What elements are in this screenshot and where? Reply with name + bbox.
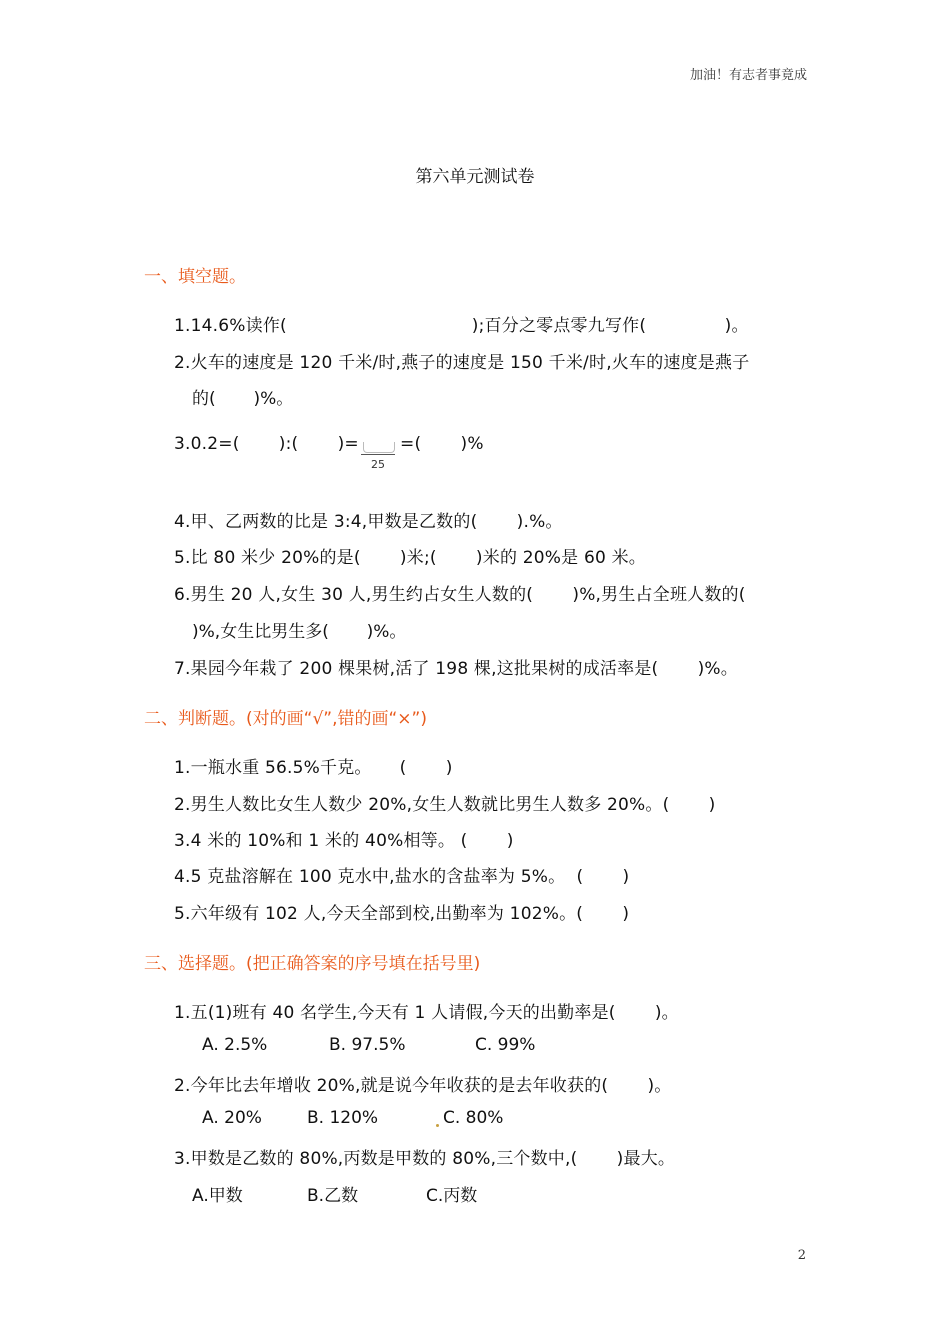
numerator-blank [363, 442, 395, 453]
question-2-3: 3.4 米的 10%和 1 米的 40%相等。 ( ) [174, 831, 514, 851]
question-1-7: 7.果园今年栽了 200 棵果树,活了 198 棵,这批果树的成活率是( )%。 [174, 659, 738, 679]
question-2-4: 4.5 克盐溶解在 100 克水中,盐水的含盐率为 5%。 ( ) [174, 867, 630, 887]
question-1-3-part2: =( )% [400, 434, 484, 454]
section-true-false-heading: 二、判断题。(对的画“√”,错的画“×”) [144, 709, 427, 729]
option-3-2-c: C. 80% [443, 1108, 504, 1128]
question-2-1: 1.一瓶水重 56.5%千克。 ( ) [174, 758, 453, 778]
page-title: 第六单元测试卷 [415, 167, 535, 187]
question-3-2: 2.今年比去年增收 20%,就是说今年收获的是去年收获的( )。 [174, 1076, 672, 1096]
fraction-over-25 [361, 438, 397, 476]
option-3-1-b: B. 97.5% [329, 1035, 406, 1055]
header-slogan: 加油！有志者事竟成 [689, 68, 807, 83]
fraction-denominator: 25 [371, 458, 385, 471]
question-1-6-line2: )%,女生比男生多( )%。 [192, 622, 407, 642]
option-3-2-b: B. 120% [307, 1108, 379, 1128]
page-number: 2 [797, 1248, 806, 1263]
option-3-1-a: A. 2.5% [202, 1035, 268, 1055]
question-1-4: 4.甲、乙两数的比是 3:4,甲数是乙数的( ).%。 [174, 512, 563, 532]
fraction-bar [361, 454, 395, 455]
question-1-1: 1.14.6%读作( );百分之零点零九写作( )。 [174, 316, 749, 336]
option-3-3-c: C.丙数 [426, 1186, 478, 1206]
section-multiple-choice-heading: 三、选择题。(把正确答案的序号填在括号里) [144, 954, 481, 974]
question-2-5: 5.六年级有 102 人,今天全部到校,出勤率为 102%。( ) [174, 904, 630, 924]
option-3-3-a: A.甲数 [192, 1186, 243, 1206]
section-fill-in-heading: 一、填空题。 [144, 267, 246, 287]
option-3-2-a: A. 20% [202, 1108, 262, 1128]
question-3-1: 1.五(1)班有 40 名学生,今天有 1 人请假,今天的出勤率是( )。 [174, 1003, 679, 1023]
question-3-3: 3.甲数是乙数的 80%,丙数是甲数的 80%,三个数中,( )最大。 [174, 1149, 676, 1169]
option-3-3-b: B.乙数 [307, 1186, 359, 1206]
question-1-5: 5.比 80 米少 20%的是( )米;( )米的 20%是 60 米。 [174, 548, 646, 568]
question-1-2-line2: 的( )%。 [192, 389, 294, 409]
question-1-3-part1: 3.0.2=( ):( )= [174, 434, 359, 454]
question-1-6-line1: 6.男生 20 人,女生 30 人,男生约占女生人数的( )%,男生占全班人数的( [174, 585, 746, 605]
question-1-2-line1: 2.火车的速度是 120 千米/时,燕子的速度是 150 千米/时,火车的速度是燕子 [174, 353, 750, 373]
stray-dot-mark [436, 1124, 439, 1127]
question-2-2: 2.男生人数比女生人数少 20%,女生人数就比男生人数多 20%。( ) [174, 795, 716, 815]
option-3-1-c: C. 99% [475, 1035, 536, 1055]
